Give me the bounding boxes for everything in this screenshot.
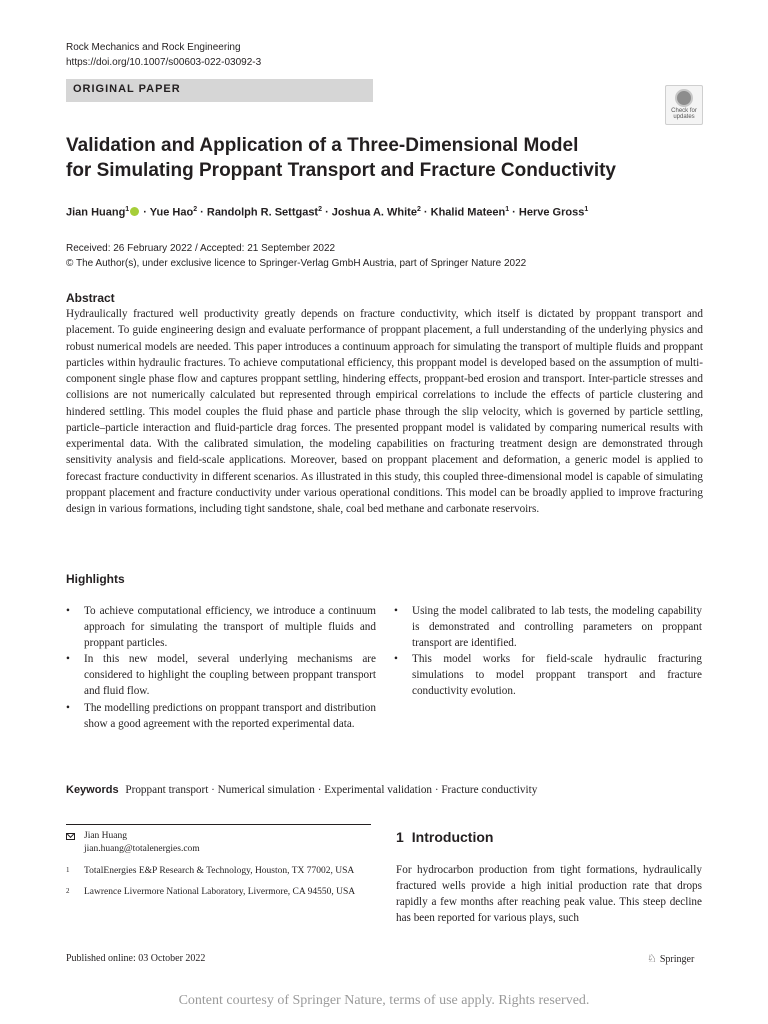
highlights-right-column — [394, 603, 702, 700]
author-name[interactable]: Yue Hao — [149, 206, 194, 219]
corresponding-author — [66, 830, 366, 857]
keywords-label: Keywords — [66, 784, 119, 796]
check-for-updates-badge[interactable] — [665, 85, 703, 125]
author-separator: · — [509, 206, 519, 219]
affiliation-mark: 2 — [66, 886, 70, 895]
affiliation-2 — [66, 886, 366, 899]
corresponding-author-name: Jian Huang — [84, 831, 128, 841]
highlight-item: • To achieve computational efficiency, we introduce a continuum approach for simulating the transport of multiple fluids and proppant particles. — [66, 603, 376, 651]
paper-title-line2: for Simulating Proppant Transport and Fracture Conductivity — [66, 160, 616, 181]
author-name[interactable]: Joshua A. White — [331, 206, 417, 219]
section-number: 1 — [396, 829, 404, 845]
affiliation-1 — [66, 865, 366, 878]
footnotes — [66, 830, 366, 899]
publisher-name: Springer — [659, 954, 695, 965]
author-affiliation-mark: 1 — [125, 206, 130, 213]
affiliation-text: TotalEnergies E&P Research & Technology, Houston, TX 77002, USA — [84, 865, 355, 876]
author-affiliation-mark: 1 — [584, 206, 589, 213]
author-name[interactable]: Jian Huang — [66, 206, 126, 219]
doi-link[interactable]: https://doi.org/10.1007/s00603-022-03092-3 — [66, 57, 262, 68]
author-name[interactable]: Khalid Mateen — [430, 206, 506, 219]
keywords-list: Proppant transport · Numerical simulation · Experimental validation · Fracture conductivity — [125, 784, 538, 796]
author-affiliation-mark: 1 — [505, 206, 510, 213]
check-for-updates-line2: updates — [673, 114, 695, 120]
check-for-updates-icon — [675, 89, 693, 107]
highlight-item: • The modelling predictions on proppant transport and distribution show a good agreement with the reported experimental data. — [66, 700, 376, 732]
highlights-heading: Highlights — [66, 572, 125, 586]
abstract-heading: Abstract — [66, 291, 115, 305]
section-title: Introduction — [411, 829, 494, 845]
keywords — [66, 782, 537, 798]
highlight-item: • This model works for field-scale hydraulic fracturing simulations to model proppant transport and fracture conductivity evolution. — [394, 651, 702, 699]
article-dates — [66, 241, 526, 271]
author-list — [66, 202, 588, 221]
article-type-banner — [66, 79, 373, 102]
highlights-left-column — [66, 603, 376, 732]
introduction-text: For hydrocarbon production from tight formations, hydraulically fractured wells provide a high initial production rate that drops rapidly a few months after reaching peak value. This steep decline has been reported for various plays, such — [396, 864, 702, 925]
author-separator: · — [322, 206, 332, 219]
publisher-logo — [647, 952, 694, 965]
highlight-item: • In this new model, several underlying mechanisms are considered to highlight the coupling between proppant transport and fluid flow. — [66, 651, 376, 699]
journal-name: Rock Mechanics and Rock Engineering — [66, 42, 241, 53]
author-affiliation-mark: 2 — [193, 206, 198, 213]
highlight-item: • Using the model calibrated to lab tests, the modeling capability is demonstrated and controlling parameters on proppant transport are identified. — [394, 603, 702, 651]
paper-title-line1: Validation and Application of a Three-Dimensional Model — [66, 135, 579, 156]
received-accepted-dates: Received: 26 February 2022 / Accepted: 21 September 2022 — [66, 243, 336, 254]
copyright-notice: © The Author(s), under exclusive licence to Springer-Verlag GmbH Austria, part of Springer Nature 2022 — [66, 258, 527, 269]
springer-horse-icon: ♘ — [647, 953, 657, 965]
published-online-date: Published online: 03 October 2022 — [66, 953, 206, 964]
author-name[interactable]: Randolph R. Settgast — [206, 206, 319, 219]
author-separator: · — [420, 206, 431, 219]
orcid-icon[interactable] — [130, 207, 139, 216]
author-affiliation-mark: 2 — [416, 206, 421, 213]
author-separator: · — [140, 206, 150, 219]
affiliation-text: Lawrence Livermore National Laboratory, Livermore, CA 94550, USA — [84, 886, 356, 897]
introduction-heading — [396, 829, 493, 845]
courtesy-notice: Content courtesy of Springer Nature, terms of use apply. Rights reserved. — [178, 993, 590, 1008]
abstract-text: Hydraulically fractured well productivity greatly depends on fracture conductivity, which itself is dictated by proppant transport and placement. To guide engineering design and evaluate performance of proppant placement, a full understanding of the underlying physics and robust numerical models are needed. This paper introduces a continuum approach for simulating the transport of multiple fluids and proppant particles within hydraulic fractures. To achieve computational efficiency, this proppant model is developed based on the assumption of multi-component single phase flow and captures proppant settling, hindering effects, proppant-bed erosion and transport. Inter-particle stresses and collisions are not numerically calculated but represented through empirical correlations to include the effects of particle clustering and hindered settling. This model couples the fluid phase and particle phase through the slip velocity, which is governed by particle settling, particle–particle interaction and fluid-particle drag forces. The presented proppant model is validated by comparing numerical results with experimental data. With the calibrated simulation, the modeling capabilities on fracturing treatment design are demonstrated through sensitivity analysis and field-scale applications. Moreover, based on proppant placement and deformation, a generic model is applied to forecast fracture conductivity in different scenarios. As illustrated in this study, this coupled three-dimensional model is capable of simulating proppant placement and fracture conductivity under various operational conditions. This model can be broadly applied to improve fracturing design in various formations, including tight sandstone, shale, coal bed methane and carbonate reservoirs. — [66, 308, 703, 515]
author-separator: · — [197, 206, 207, 219]
affiliation-mark: 1 — [66, 865, 70, 874]
check-for-updates-line1: Check for — [671, 108, 697, 114]
envelope-icon — [66, 833, 75, 840]
journal-header — [66, 40, 261, 70]
footnote-divider — [66, 824, 371, 825]
author-name[interactable]: Herve Gross — [518, 206, 585, 219]
article-type-label: ORIGINAL PAPER — [73, 83, 181, 95]
corresponding-author-email[interactable]: jian.huang@totalenergies.com — [84, 844, 200, 855]
paper-title — [66, 133, 666, 183]
author-affiliation-mark: 2 — [318, 206, 323, 213]
